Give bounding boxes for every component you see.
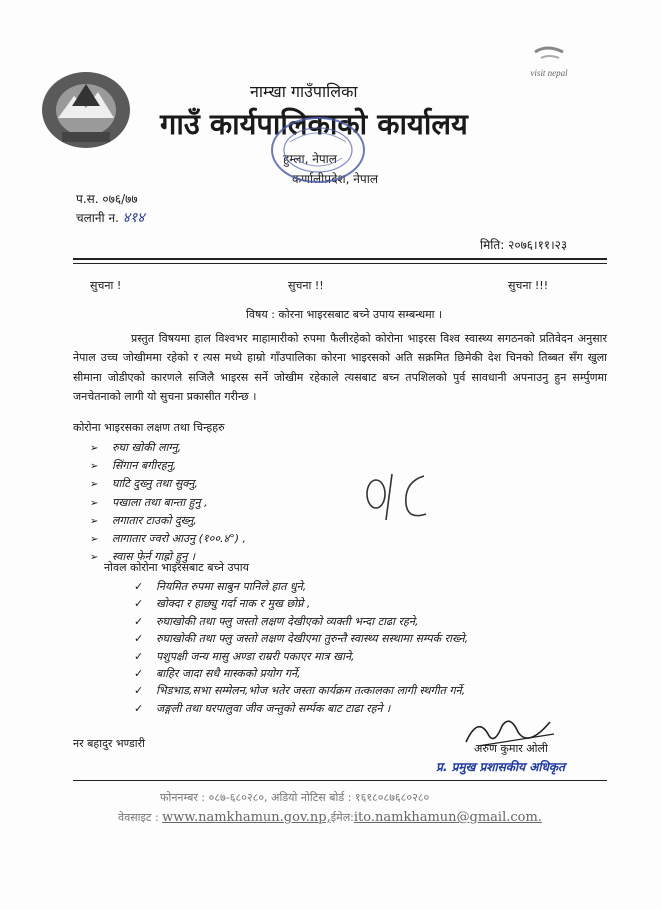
issue-date: मिति: २०७६।११।२३ bbox=[480, 238, 568, 252]
header-divider-thin bbox=[73, 263, 607, 264]
municipality-name: नाम्खा गाउँपालिका bbox=[250, 82, 358, 101]
dispatch-number bbox=[76, 208, 145, 227]
checkmark-icon: ✓ bbox=[134, 649, 144, 663]
website-link[interactable]: www.namkhamun.gov.np, bbox=[162, 810, 331, 825]
list-item: ✓ रुघाखोकी तथा फ्लु जस्तो लक्षण देखीएको व्यक्ती भन्दा टाढा रहने, bbox=[134, 613, 468, 630]
notice-label-2: सुचना !! bbox=[288, 279, 324, 292]
arrow-bullet-icon: ➢ bbox=[90, 534, 99, 546]
arrow-bullet-icon: ➢ bbox=[90, 552, 99, 564]
checkmark-icon: ✓ bbox=[134, 614, 144, 628]
list-item: ✓ जङ्गली तथा घरपालुवा जीव जन्तुको सर्म्पक बाट टाढा रहने । bbox=[134, 700, 468, 717]
address-line1: हुम्ला, नेपाल bbox=[283, 152, 337, 166]
list-item: ➢ घाटि दुख्नु तथा सुक्नु, bbox=[90, 475, 246, 493]
footer-divider bbox=[73, 780, 607, 781]
list-item: ✓ बाहिर जादा सधै मास्कको प्रयोग गर्ने, bbox=[134, 665, 468, 682]
notice-label-3: सुचना !!! bbox=[508, 279, 549, 292]
list-item: ✓ रुघाखोकी तथा फ्लु जस्तो लक्षण देखीएमा तुरुन्तै स्वास्थ्य सस्थामा सम्पर्क राख्ने, bbox=[134, 630, 468, 647]
list-item: ✓ नियमित रुपमा साबुन पानिले हात धुने, bbox=[134, 578, 468, 595]
list-item: ➢ लगातार टाउको दुख्नु, bbox=[90, 512, 246, 530]
website-label: वेवसाइट : bbox=[118, 811, 159, 824]
symptoms-list bbox=[90, 439, 246, 566]
dispatch-label: चलानी न. bbox=[76, 211, 119, 225]
email-link[interactable]: ito.namkhamun@gmail.com. bbox=[353, 810, 542, 825]
checkmark-icon: ✓ bbox=[134, 667, 144, 681]
address-line2: कर्णालीप्रदेश, नेपाल bbox=[292, 172, 378, 186]
prevention-list bbox=[134, 578, 468, 717]
list-item: ➢ सिंगान बगीरहनु, bbox=[90, 457, 246, 475]
symptoms-heading: कोरोना भाइरसका लक्षण तथा चिन्हहरु bbox=[73, 421, 225, 434]
list-item: ✓ भिडभाड,सभा सम्मेलन,भोज भतेर जस्ता कार्यक्रम तत्कालका लागी स्थगीत गर्ने, bbox=[134, 682, 468, 699]
checkmark-icon: ✓ bbox=[134, 684, 144, 698]
office-title: गाउँ कार्यपालिकाको कार्यालय bbox=[160, 107, 468, 141]
list-item: ✓ पशुपक्षी जन्य मासु अण्डा राम्ररी पकाएर मात्र खाने, bbox=[134, 648, 468, 665]
arrow-bullet-icon: ➢ bbox=[90, 461, 99, 473]
notice-label-1: सुचना ! bbox=[90, 279, 122, 292]
arrow-bullet-icon: ➢ bbox=[90, 479, 99, 491]
signer-left-name: नर बहादुर भण्डारी bbox=[73, 737, 145, 750]
checkmark-icon: ✓ bbox=[134, 580, 144, 593]
list-item: ➢ पखाला तथा बान्ता हुनु , bbox=[90, 494, 246, 512]
list-item: ➢ लागातार ज्वरो आउनु (१००.४°) , bbox=[90, 530, 246, 548]
checkmark-icon: ✓ bbox=[134, 632, 144, 646]
list-item: ✓ खोक्दा र हाछ्यु गर्दा नाक र मुख छोप्ने , bbox=[134, 595, 468, 612]
footer-contact bbox=[118, 810, 542, 825]
signer-right-title: प्र. प्रमुख प्रशासकीय अधिकृत bbox=[436, 760, 565, 774]
handwritten-note bbox=[362, 464, 434, 528]
checkmark-icon: ✓ bbox=[134, 597, 144, 611]
office-stamp-icon bbox=[268, 114, 368, 186]
visit-nepal-logo bbox=[517, 44, 581, 86]
signer-right-name: अरुण कुमार ओली bbox=[474, 742, 548, 755]
subject-line: विषय : कोरना भाइरसबाट बच्ने उपाय सम्बन्धमा । bbox=[246, 308, 443, 321]
nepal-emblem-icon bbox=[38, 66, 134, 152]
dispatch-value: ४१४ bbox=[122, 210, 145, 226]
visit-nepal-text: visit nepal bbox=[530, 68, 568, 78]
fiscal-year: प.स. ०७६/७७ bbox=[76, 192, 138, 206]
body-paragraph: प्रस्तुत विषयमा हाल विश्वभर माहामारीको रुपमा फैलीरहेको कोरोना भाइरस विश्व स्वास्थ्य सगठनको प्रतिवेदन अनुसार नेपाल उच्च जोखीममा रहेको र त्यस मध्ये हाम्रो गाँउपालिका कोरना भाइरसको अति सक्रमित छिमेकी देश चिनको तिब्बत सँग खुला सीमाना जोडीएको कारणले सजिलै भाइरस सर्ने जोखीम रहेकाले त्यसबाट बच्न तपशिलको पुर्व सावधानी अपनाउनु हुन सर्म्पुणमा जनचेतनाको लागी यो सुचना प्रकासीत गरीन्छ । bbox=[73, 332, 607, 404]
arrow-bullet-icon: ➢ bbox=[90, 497, 99, 509]
header-divider bbox=[73, 258, 607, 260]
prevention-heading: नोवल कोरोना भाइरसबाट बच्ने उपाय bbox=[104, 561, 249, 574]
email-label: ईमेल: bbox=[330, 811, 354, 824]
arrow-bullet-icon: ➢ bbox=[90, 443, 99, 454]
footer-phone: फोननम्बर : ०८७-६८०२८०, अडियो नोटिस बोर्ड : १६१८०८७६८०२८० bbox=[160, 791, 430, 804]
list-item: ➢ रुघा खोकी लाग्नु, bbox=[90, 439, 246, 457]
list-item: ➢ स्वास फेर्न गाह्रो हुनु । bbox=[90, 548, 246, 566]
arrow-bullet-icon: ➢ bbox=[90, 515, 99, 527]
checkmark-icon: ✓ bbox=[134, 701, 144, 715]
